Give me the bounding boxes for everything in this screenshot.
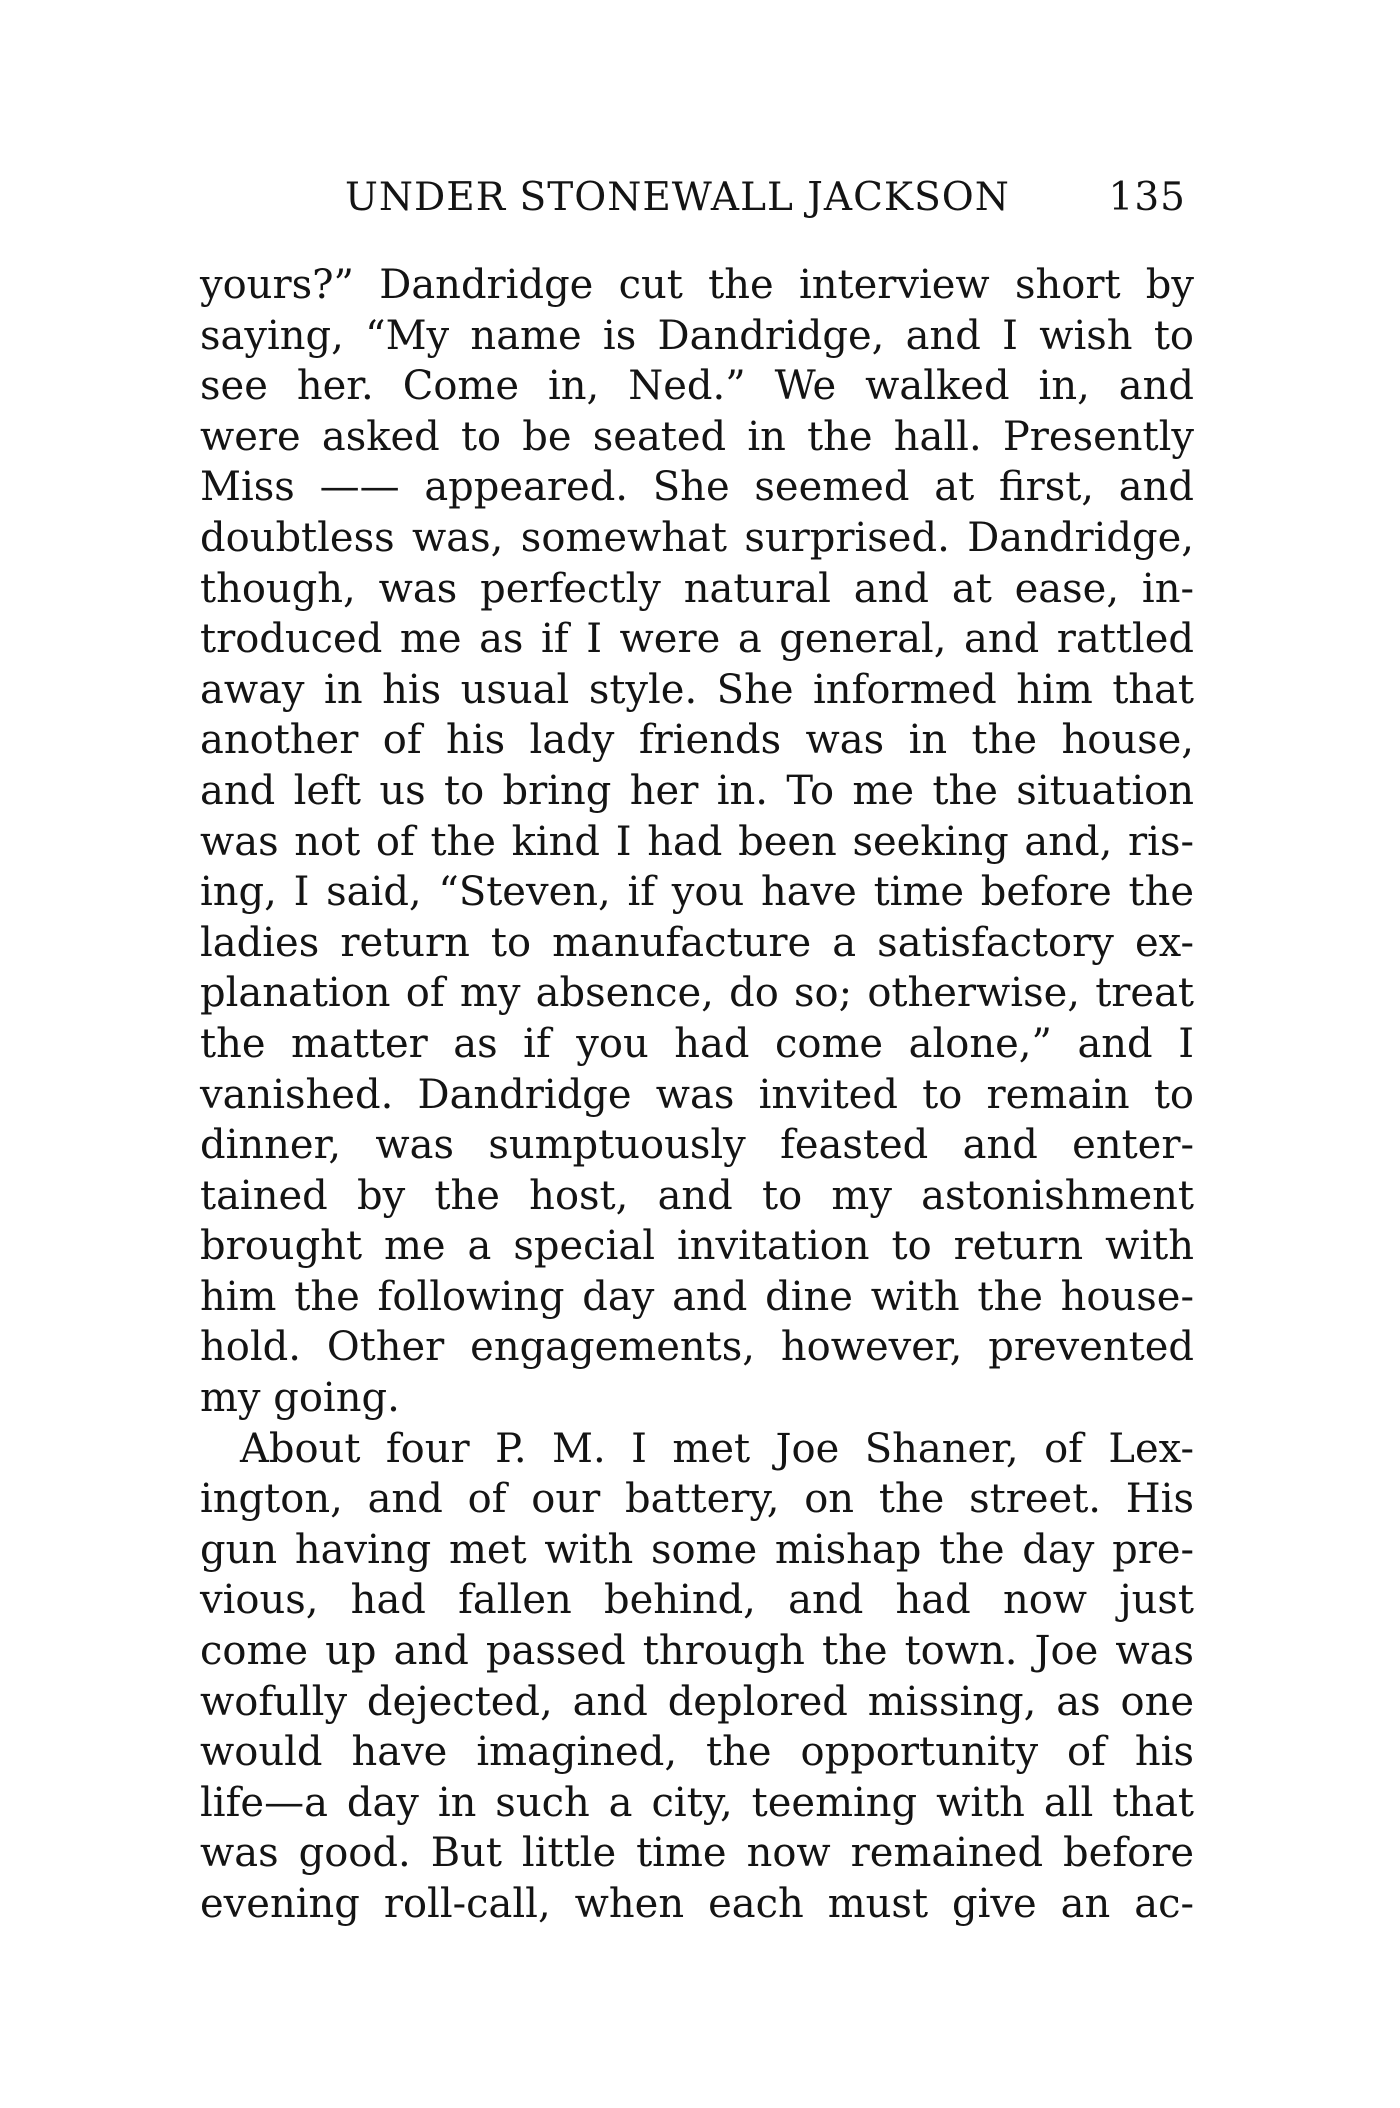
text-line: dinner, was sumptuously feasted and enter- — [200, 1122, 1194, 1169]
text-line: vanished. Dandridge was invited to remain to — [200, 1071, 1194, 1118]
page-number: 135 — [1108, 175, 1186, 220]
text-line: gun having met with some mishap the day pre- — [200, 1526, 1194, 1573]
text-line: another of his lady friends was in the house, — [200, 717, 1194, 764]
text-line: him the following day and dine with the house- — [200, 1273, 1194, 1320]
text-line: wofully dejected, and deplored missing, as one — [200, 1678, 1194, 1725]
text-line: life—a day in such a city, teeming with all that — [200, 1779, 1194, 1826]
running-head — [200, 176, 1194, 220]
text-line: tained by the host, and to my astonishment — [200, 1172, 1194, 1219]
text-line: planation of my absence, do so; otherwise, treat — [200, 970, 1194, 1017]
text-line: Miss —— appeared. She seemed at first, and — [200, 464, 1194, 511]
text-line: were asked to be seated in the hall. Presently — [200, 413, 1194, 460]
text-line: evening roll-call, when each must give an ac- — [200, 1881, 1194, 1927]
text-line: though, was perfectly natural and at ease, in- — [200, 565, 1194, 612]
text-line: the matter as if you had come alone,” and I — [200, 1020, 1194, 1067]
text-line: ladies return to manufacture a satisfactory ex- — [200, 919, 1194, 966]
text-line: vious, had fallen behind, and had now just — [200, 1577, 1194, 1624]
text-line: ington, and of our battery, on the street. His — [200, 1476, 1194, 1523]
body-text — [200, 260, 1194, 1930]
text-line: my going. — [200, 1375, 400, 1422]
text-line: About four P. M. I met Joe Shaner, of Lex- — [240, 1425, 1194, 1472]
text-line: ing, I said, “Steven, if you have time before the — [200, 869, 1194, 916]
text-line: and left us to bring her in. To me the situation — [200, 767, 1194, 814]
text-line: hold. Other engagements, however, prevented — [200, 1324, 1194, 1371]
text-line: doubtless was, somewhat surprised. Dandridge, — [200, 514, 1194, 561]
text-line: yours?” Dandridge cut the interview short by — [200, 262, 1194, 308]
text-line: see her. Come in, Ned.” We walked in, and — [200, 363, 1194, 410]
text-line: away in his usual style. She informed him that — [200, 666, 1194, 713]
text-line: come up and passed through the town. Joe was — [200, 1628, 1194, 1675]
text-line: saying, “My name is Dandridge, and I wish to — [200, 312, 1194, 359]
text-line: was not of the kind I had been seeking and, ris- — [200, 818, 1194, 865]
running-title: UNDER STONEWALL JACKSON — [345, 175, 1010, 220]
text-line: brought me a special invitation to return with — [200, 1223, 1194, 1270]
text-line: troduced me as if I were a general, and rattled — [200, 616, 1194, 663]
text-line: was good. But little time now remained before — [200, 1830, 1194, 1877]
text-line: would have imagined, the opportunity of his — [200, 1729, 1194, 1776]
